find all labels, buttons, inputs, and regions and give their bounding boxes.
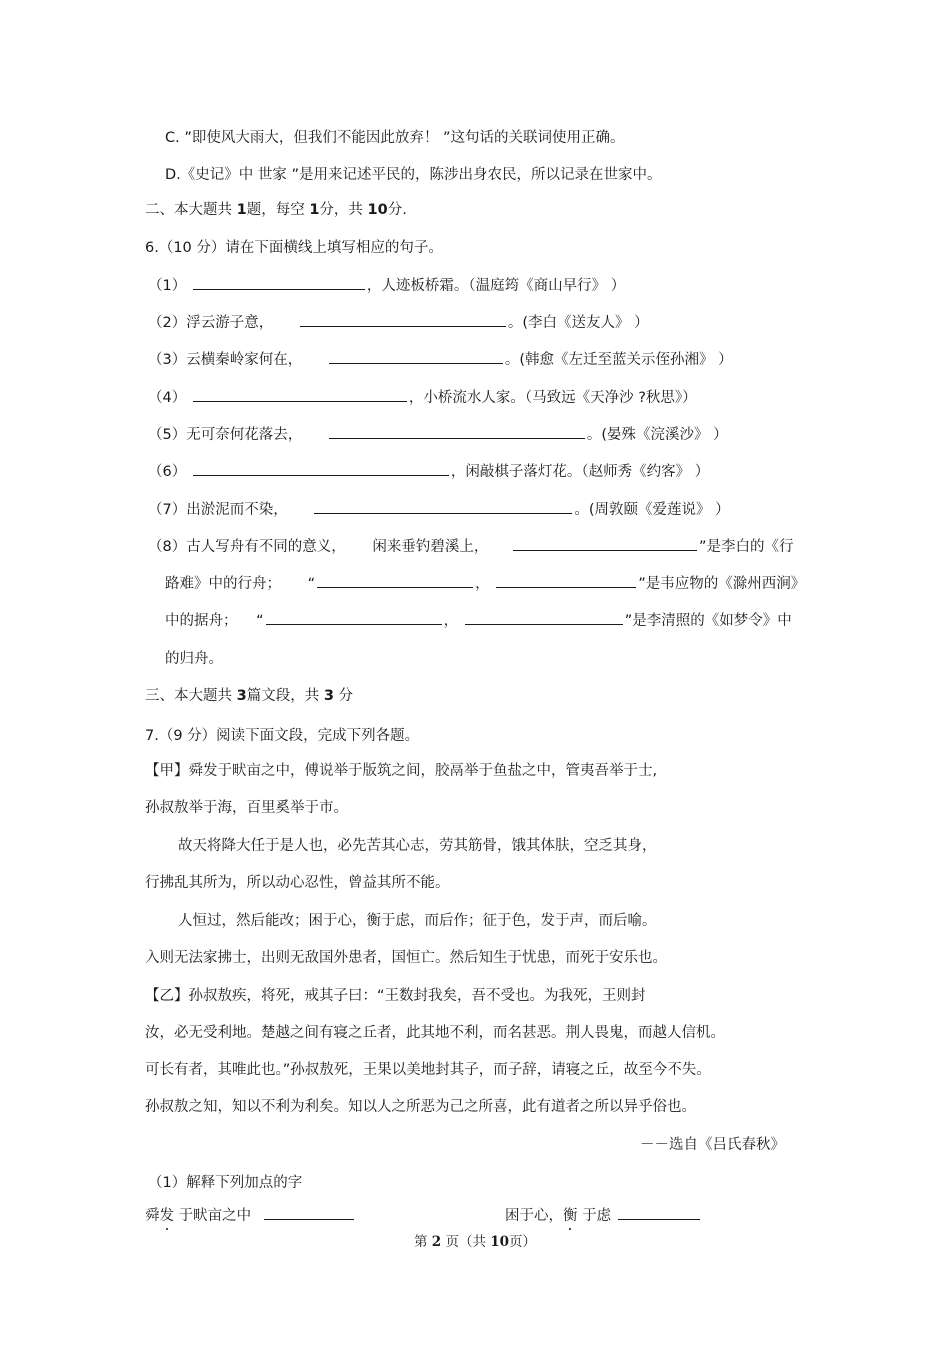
- q6-item-2: [148, 312, 649, 333]
- q7-sub1-left-blank[interactable]: [264, 1205, 354, 1220]
- section-2-suffix: 分.: [387, 202, 407, 218]
- q6-item-3-before: 云横秦岭家何在，: [186, 352, 303, 368]
- q6-item-2-after: 。(李白《送友人》 ）: [507, 315, 649, 331]
- q6-item-8-blank-4[interactable]: [266, 610, 442, 625]
- section-2-num1: 1: [236, 202, 247, 218]
- footer-page-number: 2: [431, 1234, 442, 1250]
- passage-yi-line-4: 孙叔敖之知，知以不利为利矣。知以人之所恶为己之所喜，此有道者之所以异乎俗也。: [145, 1099, 696, 1115]
- q6-item-1-blank[interactable]: [193, 275, 365, 290]
- q6-item-8-num: （8）: [148, 539, 187, 555]
- q7-sub1-left-a: 舜: [145, 1208, 160, 1224]
- q6-item-6-num: （6）: [148, 464, 187, 480]
- q6-item-8-line4: 的归舟。: [165, 651, 223, 667]
- passage-source: －－选自《吕氏春秋》: [640, 1137, 785, 1153]
- q6-item-8-line3-comma: ，: [443, 613, 459, 629]
- q6-item-3-after: 。(韩愈《左迁至蓝关示侄孙湘》 ）: [504, 352, 733, 368]
- section-2-num2: 1: [309, 202, 320, 218]
- passage-yi-line-2: 汝，必无受利地。楚越之间有寝之丘者，此其地不利，而名甚恶。荆人畏鬼，而越人信机。: [145, 1025, 725, 1041]
- q6-item-3-blank[interactable]: [329, 349, 503, 364]
- q6-item-7-blank[interactable]: [314, 499, 572, 514]
- passage-yi-line-3: 可长有者，其唯此也。”孙叔敖死，王果以美地封其子，而子辞，请寝之丘，故至今不失。: [145, 1062, 711, 1078]
- q6-item-8-line3-quote: “: [256, 613, 264, 629]
- q6-item-7-after: 。(周敦颐《爱莲说》 ）: [574, 502, 730, 518]
- q6-item-2-before: 浮云游子意，: [186, 315, 274, 331]
- section-2-mid2: 分，共: [319, 202, 363, 218]
- q7-sub1-title: （1）解释下列加点的字: [148, 1175, 303, 1191]
- q6-item-6-blank[interactable]: [193, 461, 449, 476]
- q6-item-8-line2-quote: “: [307, 576, 316, 592]
- section-3-mid1: 篇文段，共: [246, 688, 320, 704]
- q6-item-8-blank-3[interactable]: [496, 573, 636, 588]
- q6-item-8-blank-2[interactable]: [317, 573, 473, 588]
- footer-prefix: 第: [413, 1234, 428, 1250]
- section-2-header: [145, 200, 407, 220]
- q6-item-8-line1: [148, 536, 793, 557]
- section-3-prefix: 三、本大题共: [145, 688, 232, 704]
- section-2-num3: 10: [367, 202, 388, 218]
- passage-jia-line-5: 人恒过，然后能改；困于心，衡于虑，而后作；征于色，发于声，而后喻。: [178, 913, 657, 929]
- q6-item-8-line3-a: 中的据舟；: [165, 613, 238, 629]
- q6-item-6: [148, 461, 709, 482]
- q6-item-2-num: （2）: [148, 315, 187, 331]
- q6-item-4-num: （4）: [148, 390, 187, 406]
- q6-item-8-line2-a: 路难》中的行舟；: [165, 576, 281, 592]
- section-2-mid1: 题，每空: [246, 202, 305, 218]
- q6-item-4-blank[interactable]: [193, 387, 407, 402]
- q6-item-8-line1-b: 闲来垂钓碧溪上，: [372, 539, 489, 555]
- section-3-num2: 3: [323, 688, 334, 704]
- q6-item-8-line2: [165, 573, 805, 594]
- q6-item-7-before: 出淤泥而不染，: [186, 502, 288, 518]
- q7-sub1-right-dotted-char: 衡: [563, 1208, 578, 1224]
- passage-yi-line-1: 【乙】孙叔敖疾，将死，戒其子曰：“王数封我矣，吾不受也。为我死，王则封: [145, 988, 646, 1004]
- section-3-num1: 3: [236, 688, 247, 704]
- q6-item-5-num: （5）: [148, 427, 187, 443]
- page-footer: [0, 1232, 950, 1252]
- option-c: C. ”即使风大雨大，但我们不能因此放弃！ ”这句话的关联词使用正确。: [165, 130, 625, 146]
- q7-title: 7.（9 分）阅读下面文段，完成下列各题。: [145, 728, 420, 744]
- passage-jia-line-4: 行拂乱其所为，所以动心忍性，曾益其所不能。: [145, 875, 450, 891]
- q6-item-5-before: 无可奈何花落去，: [186, 427, 303, 443]
- q6-item-8-blank-1[interactable]: [513, 536, 697, 551]
- q6-item-3: [148, 349, 733, 370]
- q7-sub1-left-dotted-char: 发: [159, 1208, 174, 1224]
- q6-item-3-num: （3）: [148, 352, 187, 368]
- section-3-header: [145, 686, 353, 706]
- q7-sub1-right-a: 困于心，: [505, 1208, 563, 1224]
- q7-sub1-right-blank[interactable]: [618, 1205, 700, 1220]
- q7-sub1-left-b: 于畎亩之中: [174, 1208, 252, 1224]
- footer-total-pages: 10: [490, 1234, 510, 1250]
- q6-item-1-num: （1）: [148, 278, 187, 294]
- q7-sub1-right: [505, 1205, 702, 1226]
- q6-item-8-blank-5[interactable]: [465, 610, 623, 625]
- q6-item-4-after: ，小桥流水人家。（马致远《天净沙 ?秋思》）: [408, 390, 697, 406]
- q6-item-5: [148, 424, 728, 445]
- q6-title: 6.（10 分）请在下面横线上填写相应的句子。: [145, 240, 443, 256]
- q7-sub1-left: [145, 1205, 356, 1226]
- q6-item-8-line3-c: ”是李清照的《如梦令》中: [624, 613, 792, 629]
- q6-item-8-line1-c: ”是李白的《行: [698, 539, 794, 555]
- q6-item-1-after: ，人迹板桥霜。（温庭筠《商山早行》 ）: [366, 278, 626, 294]
- footer-mid: 页（共: [445, 1234, 486, 1250]
- q6-item-6-after: ，闲敲棋子落灯花。（赵师秀《约客》 ）: [450, 464, 710, 480]
- q6-item-7: [148, 499, 730, 520]
- q6-item-5-blank[interactable]: [329, 424, 585, 439]
- q7-sub1-right-b: 于虑: [577, 1208, 612, 1224]
- q6-item-8-line3: [165, 610, 792, 631]
- q6-item-8-line2-c: ”是韦应物的《滁州西涧》: [638, 576, 806, 592]
- q6-item-7-num: （7）: [148, 502, 187, 518]
- q6-item-8-line2-comma: ，: [475, 576, 490, 592]
- section-3-suffix: 分: [338, 688, 354, 704]
- passage-jia-line-6: 入则无法家拂士，出则无敌国外患者，国恒亡。然后知生于忧患，而死于安乐也。: [145, 950, 667, 966]
- option-d: D.《史记》中 世家 ”是用来记述平民的，陈涉出身农民，所以记录在世家中。: [165, 167, 662, 183]
- q6-item-1: [148, 275, 625, 296]
- passage-jia-line-3: 故天将降大任于是人也，必先苦其心志，劳其筋骨，饿其体肤，空乏其身，: [178, 838, 657, 854]
- q6-item-4: [148, 387, 697, 408]
- passage-jia-line-2: 孙叔敖举于海，百里奚举于市。: [145, 800, 348, 816]
- footer-suffix: 页）: [509, 1234, 537, 1250]
- section-2-prefix: 二、本大题共: [145, 202, 232, 218]
- q6-item-5-after: 。(晏殊《浣溪沙》 ）: [586, 427, 728, 443]
- passage-jia-line-1: 【甲】舜发于畎亩之中，傅说举于版筑之间，胶鬲举于鱼盐之中，管夷吾举于士,: [145, 763, 658, 779]
- q6-item-2-blank[interactable]: [300, 312, 506, 327]
- q6-item-8-line1-a: 古人写舟有不同的意义，: [186, 539, 346, 555]
